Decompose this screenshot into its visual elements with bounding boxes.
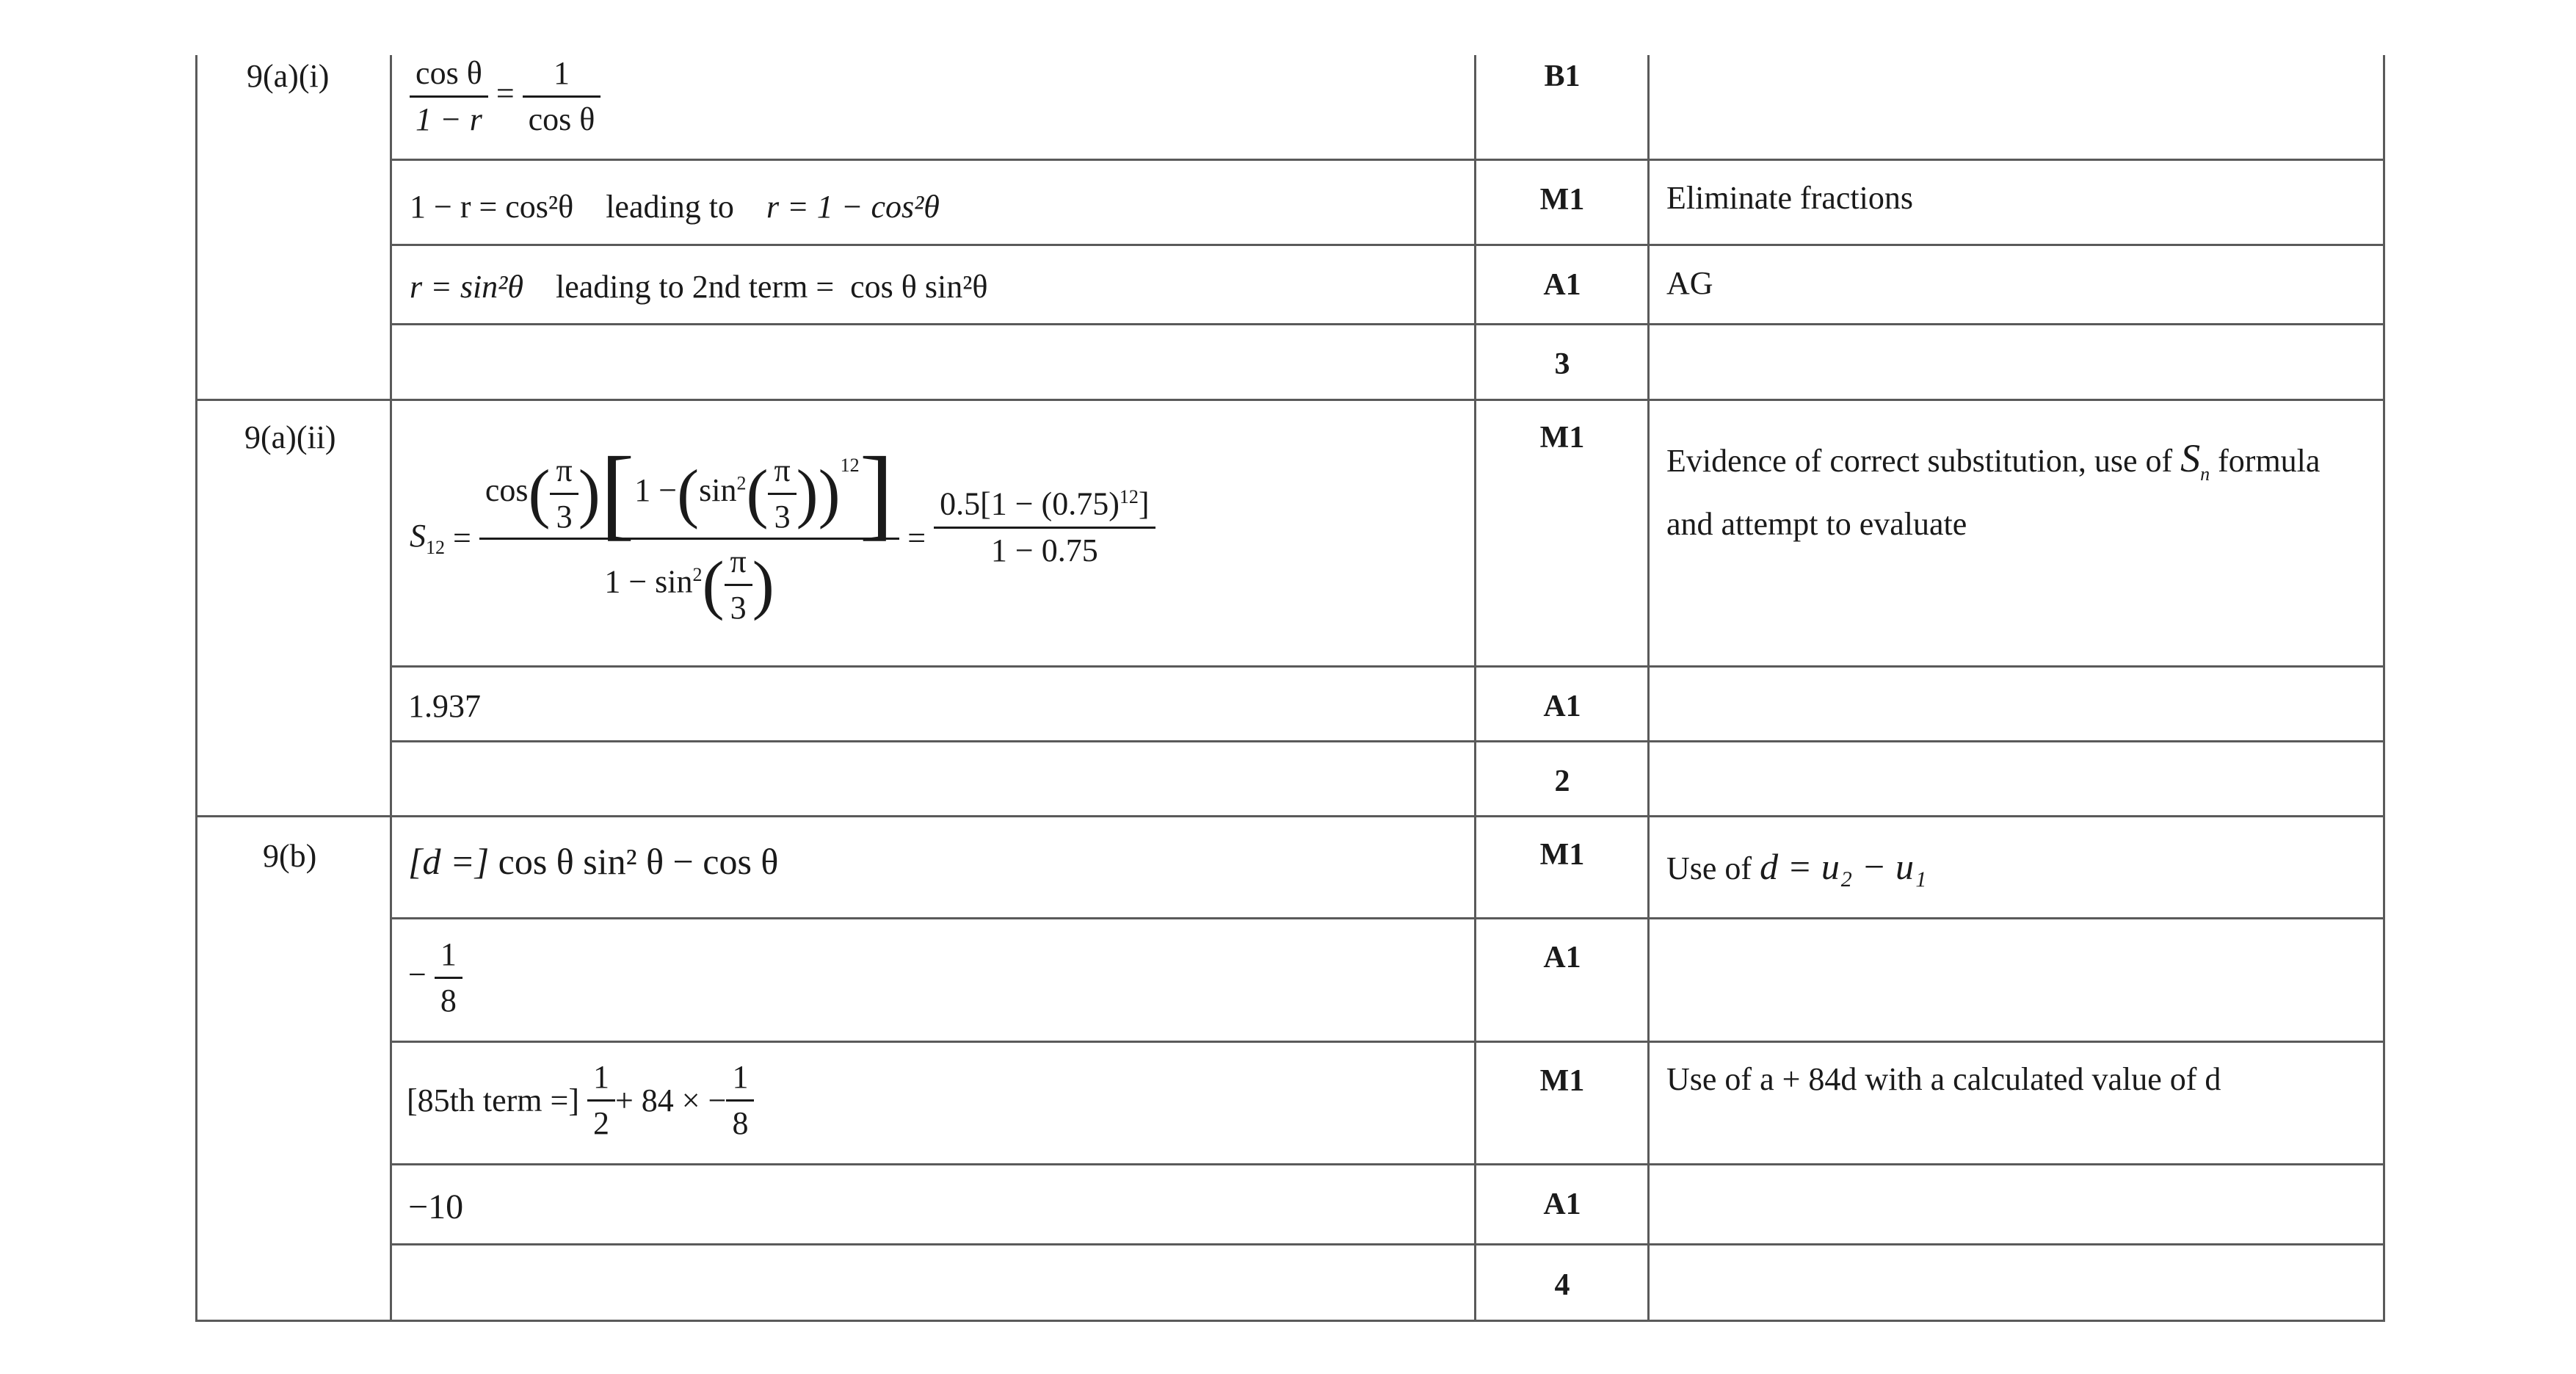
- math-expression: cos θ sin² θ − cos θ: [498, 841, 779, 882]
- connector-text: leading to 2nd term =: [555, 269, 835, 305]
- note-text: formula: [2218, 443, 2321, 479]
- question-number: 9(b): [263, 838, 317, 874]
- fraction: [410, 57, 488, 136]
- fraction: [523, 57, 601, 136]
- row-divider: [390, 323, 2385, 325]
- numeric-fraction: [934, 485, 1155, 568]
- row-divider: [390, 1041, 2385, 1043]
- numerator: 1: [440, 936, 457, 972]
- mark-code: A1: [1543, 268, 1581, 302]
- mark-code: A1: [1543, 941, 1581, 975]
- answer-value: −10: [408, 1187, 464, 1226]
- bracket-label: [d =]: [408, 841, 490, 882]
- denominator: 8: [726, 1099, 754, 1140]
- row-divider: [390, 159, 2385, 161]
- numerator: cos θ: [416, 55, 482, 91]
- row-divider: [390, 917, 2385, 919]
- row-divider: [390, 665, 2385, 668]
- math-expression: + 84 × −: [614, 1082, 727, 1118]
- equals-sign: =: [453, 520, 471, 556]
- sum-formula: [410, 417, 1155, 659]
- numerator: $0.5[1 - (0.75)^{12}]$: [940, 485, 1150, 522]
- numerator: 1: [554, 55, 570, 91]
- guidance-note: Use of a + 84d with a calculated value of d: [1666, 1061, 2221, 1097]
- mark-code: A1: [1543, 1187, 1581, 1221]
- denominator: 2: [587, 1099, 615, 1140]
- question-number: 9(a)(ii): [244, 419, 336, 455]
- note-text: and attempt to evaluate: [1666, 505, 1967, 542]
- equals-sign: =: [907, 520, 926, 556]
- answer-value: 1.937: [408, 688, 481, 724]
- answer-fraction: [408, 936, 462, 1019]
- question-number: 9(a)(i): [247, 58, 330, 94]
- question-divider: [195, 399, 2385, 401]
- math-expression: r = sin²θ: [410, 269, 523, 305]
- answer-line: [408, 843, 778, 880]
- numerator: cos( $\frac{\pi}{3}$ )[$1 -(\sin^2$( $\frac{\pi}{3}$ ))$^{12}$]: [485, 436, 894, 550]
- denominator: $1 - \sin^2$( $\frac{\pi}{3}$ ): [479, 538, 899, 624]
- numerator: 1: [732, 1059, 749, 1095]
- fraction: [587, 1061, 615, 1140]
- mark-code: A1: [1543, 690, 1581, 723]
- row-divider: [390, 1163, 2385, 1165]
- sin-text: sin: [699, 472, 737, 509]
- mark-code: M1: [1539, 838, 1585, 872]
- math-expression: r = 1 − cos²θ: [766, 189, 940, 225]
- equals-sign: =: [496, 75, 515, 112]
- one-minus: 1 −: [634, 472, 678, 509]
- fraction: [435, 936, 462, 1019]
- one-minus-sin: 1 − sin: [604, 563, 693, 600]
- bracket-label: [85th term =]: [407, 1082, 579, 1118]
- total-marks: 3: [1554, 347, 1570, 381]
- table-border-bottom: [195, 1320, 2385, 1322]
- row-divider: [390, 244, 2385, 246]
- sum-symbol: $S_{12}$: [410, 517, 445, 558]
- mark-code: M1: [1539, 1064, 1585, 1098]
- note-text: Use of: [1666, 850, 1752, 886]
- sn-symbol: $S_n$: [2180, 436, 2210, 485]
- fraction: [726, 1061, 754, 1140]
- answer-fraction-equation: [410, 57, 601, 136]
- table-border-left: [195, 55, 197, 1322]
- denominator: 1 − 0.75: [934, 527, 1155, 567]
- answer-line: [410, 191, 940, 223]
- denominator: 1 − r: [410, 95, 488, 136]
- question-divider: [195, 815, 2385, 817]
- answer-line: [410, 271, 988, 303]
- guidance-note: AG: [1666, 265, 1713, 301]
- pi-over-3: $\frac{\pi}{3}$: [725, 546, 752, 624]
- mark-code: M1: [1539, 421, 1585, 455]
- math-expression: cos θ sin²θ: [850, 269, 988, 305]
- cos-text: cos: [485, 472, 529, 509]
- numerator: 1: [592, 1059, 609, 1095]
- mark-code: B1: [1544, 59, 1581, 93]
- answer-line: [407, 1061, 754, 1140]
- minus-sign: −: [408, 956, 427, 993]
- connector-text: leading to: [606, 189, 734, 225]
- note-text: Evidence of correct substitution, use of: [1666, 443, 2173, 479]
- row-divider: [390, 1243, 2385, 1245]
- denominator: 8: [435, 977, 462, 1017]
- pi-over-3: $\frac{\pi}{3}$: [550, 455, 578, 533]
- mark-code: M1: [1539, 183, 1585, 217]
- guidance-note: Eliminate fractions: [1666, 180, 1913, 216]
- row-divider: [390, 740, 2385, 742]
- math-expression: 1 − r = cos²θ: [410, 189, 574, 225]
- total-marks: 4: [1554, 1268, 1570, 1302]
- denominator: cos θ: [523, 95, 601, 136]
- big-fraction: [479, 436, 899, 626]
- pi-over-3: $\frac{\pi}{3}$: [768, 455, 796, 533]
- guidance-note: [1666, 848, 1926, 885]
- math-expression: d = u₂ − u₁: [1760, 846, 1927, 887]
- guidance-note: [1666, 433, 2320, 549]
- total-marks: 2: [1554, 764, 1570, 798]
